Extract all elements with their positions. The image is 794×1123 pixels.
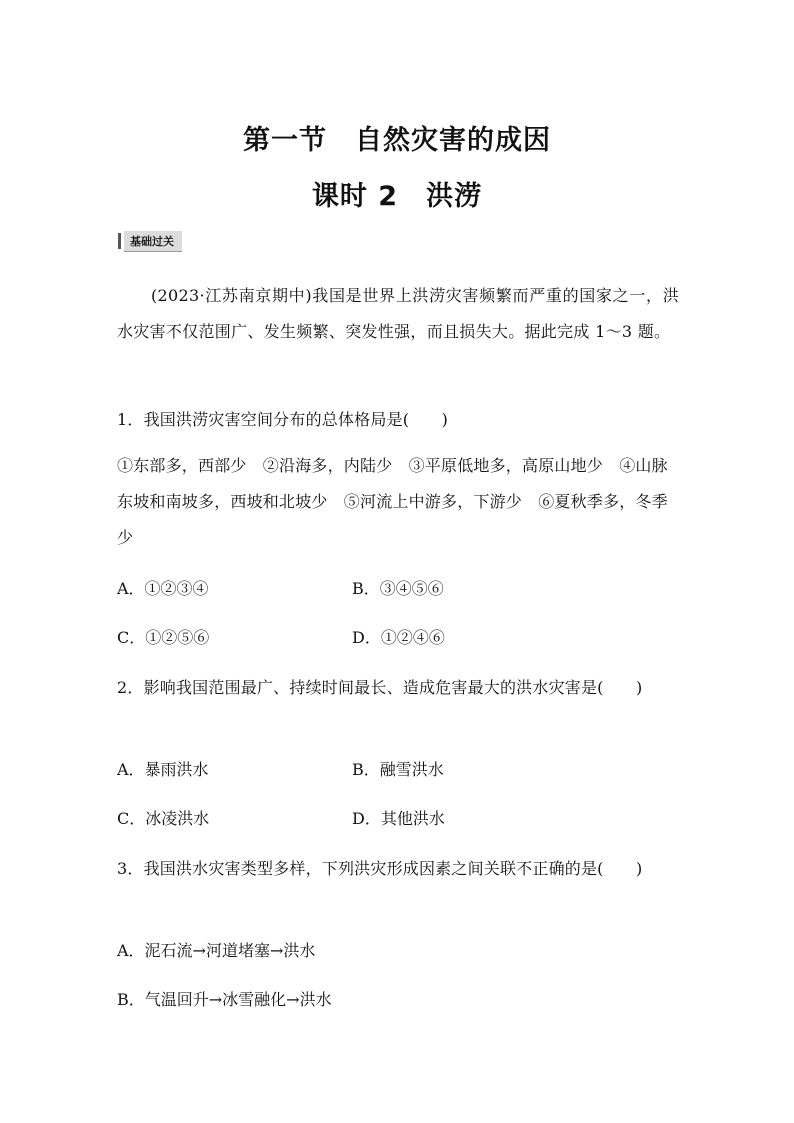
question-2-option-c: C．冰凌洪水 [117, 809, 210, 828]
question-1-option-d: D．①②④⑥ [352, 628, 445, 647]
question-3-option-a: A．泥石流→河道堵塞→洪水 [117, 941, 316, 960]
page-subtitle: 课时 2 洪涝 [311, 181, 483, 212]
page-title: 第一节 自然灾害的成因 [243, 125, 551, 156]
question-1-stem: 1．我国洪涝灾害空间分布的总体格局是( ) [117, 410, 449, 429]
question-2-option-d: D．其他洪水 [352, 809, 445, 828]
question-1-option-c: C．①②⑤⑥ [117, 628, 210, 647]
question-2-option-a: A．暴雨洪水 [117, 760, 209, 779]
section-badge [118, 232, 202, 250]
question-1-statements: ①东部多，西部少 ②沿海多，内陆少 ③平原低地多，高原山地少 ④山脉东坡和南坡多，西坡和北坡少 ⑤河流上中游多，下游少 ⑥夏秋季多，冬季少 [117, 456, 668, 547]
badge-bar-icon [118, 233, 121, 249]
question-3-option-b: B．气温回升→冰雪融化→洪水 [117, 990, 332, 1009]
question-1-option-b: B．③④⑤⑥ [352, 579, 444, 598]
section-badge-label: 基础过关 [124, 231, 182, 252]
intro-paragraph: (2023·江苏南京期中)我国是世界上洪涝灾害频繁而严重的国家之一，洪水灾害不仅范围广、发生频繁、突发性强，而且损失大。据此完成 1～3 题。 [117, 286, 679, 341]
question-3-stem: 3．我国洪水灾害类型多样，下列洪灾形成因素之间关联不正确的是( ) [117, 859, 643, 878]
question-1-option-a: A．①②③④ [117, 579, 209, 598]
question-2-option-b: B．融雪洪水 [352, 760, 444, 779]
question-2-stem: 2．影响我国范围最广、持续时间最长、造成危害最大的洪水灾害是( ) [117, 678, 643, 697]
